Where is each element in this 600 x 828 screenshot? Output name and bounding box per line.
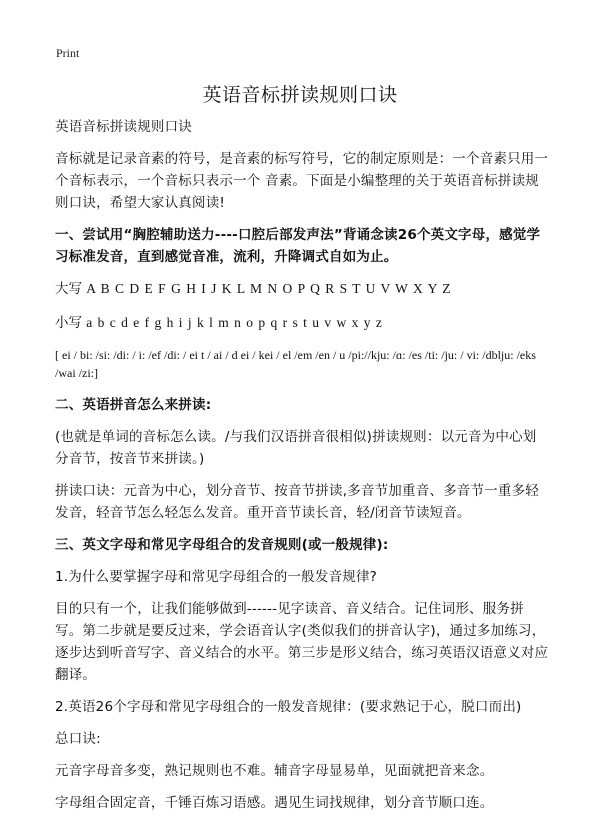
print-label: Print bbox=[56, 46, 80, 60]
article-subtitle: 英语音标拼读规则口诀 bbox=[55, 119, 192, 135]
lowercase-label: 小写 bbox=[55, 315, 82, 331]
intro-paragraph: 音标就是记录音素的符号，是音素的标写符号，它的制定原则是：一个音素只用一个音标表示，一个音标只表示一个 音素。下面是小编整理的关于英语音标拼读规则口诀，希望大家认真阅读! bbox=[55, 151, 549, 211]
mnemonic-line-1: 元音字母音多变，熟记规则也不难。辅音字母显易单，见面就把音来念。 bbox=[55, 763, 494, 779]
lowercase-alphabet-line bbox=[55, 312, 550, 334]
article-body bbox=[55, 116, 550, 824]
question-1: 1.为什么要掌握字母和常见字母组合的一般发音规律? bbox=[55, 569, 378, 585]
section-heading-3: 三、英文字母和常见字母组合的发音规则(或一般规律): bbox=[55, 537, 389, 553]
lowercase-letters: a b c d e f g h i j k l m n o p q r s t u v w x y z bbox=[86, 315, 383, 330]
uppercase-label: 大写 bbox=[55, 281, 82, 297]
alphabet-phonetics: [ ei / bi: /si: /di: / i: /ef /di: / ei t / ai / d ei / kei / el /em /en / u /pi://kju: /ɑ: /es /ti: /ju: / vi: /dblju: /eks /wai /zi:] bbox=[55, 348, 536, 380]
mnemonic-line-2: 字母组合固定音，千锤百炼习语感。遇见生词找规律，划分音节顺口连。 bbox=[55, 795, 494, 811]
section-heading-1: 一、尝试用“胸腔辅助送力----口腔后部发声法”背诵念读26个英文字母，感觉学习标准发音，直到感觉音准，流利，升降调式自如为止。 bbox=[55, 227, 541, 265]
purpose-paragraph: 目的只有一个，让我们能够做到------见字读音、音义结合。记住词形、服务拼写。第二步就是要反过来，学会语音认字(类似我们的拼音认字)，通过多加练习，逐步达到听音写字、音义结合的水平。第三步是形义结合，练习英语汉语意义对应翻译。 bbox=[55, 601, 549, 683]
mnemonic-label: 总口诀: bbox=[55, 731, 101, 747]
spelling-rule-paragraph: (也就是单词的音标怎么读。/与我们汉语拼音很相似)拼读规则：以元音为中心划分音节，按音节来拼读。) bbox=[55, 429, 537, 467]
uppercase-alphabet-line bbox=[55, 278, 550, 300]
spelling-mnemonic-paragraph: 拼读口诀：元音为中心，划分音节、按音节拼读,多音节加重音、多音节一重多轻发音，轻音节怎么轻怎么发音。重开音节读长音，轻/闭音节读短音。 bbox=[55, 483, 539, 521]
page-title: 英语音标拼读规则口诀 bbox=[202, 84, 398, 106]
section-heading-2: 二、英语拼音怎么来拼读: bbox=[55, 397, 212, 413]
uppercase-letters: A B C D E F G H I J K L M N O P Q R S T U V W X Y Z bbox=[86, 281, 452, 296]
question-2: 2.英语26个字母和常见字母组合的一般发音规律：(要求熟记于心，脱口而出) bbox=[55, 699, 522, 715]
